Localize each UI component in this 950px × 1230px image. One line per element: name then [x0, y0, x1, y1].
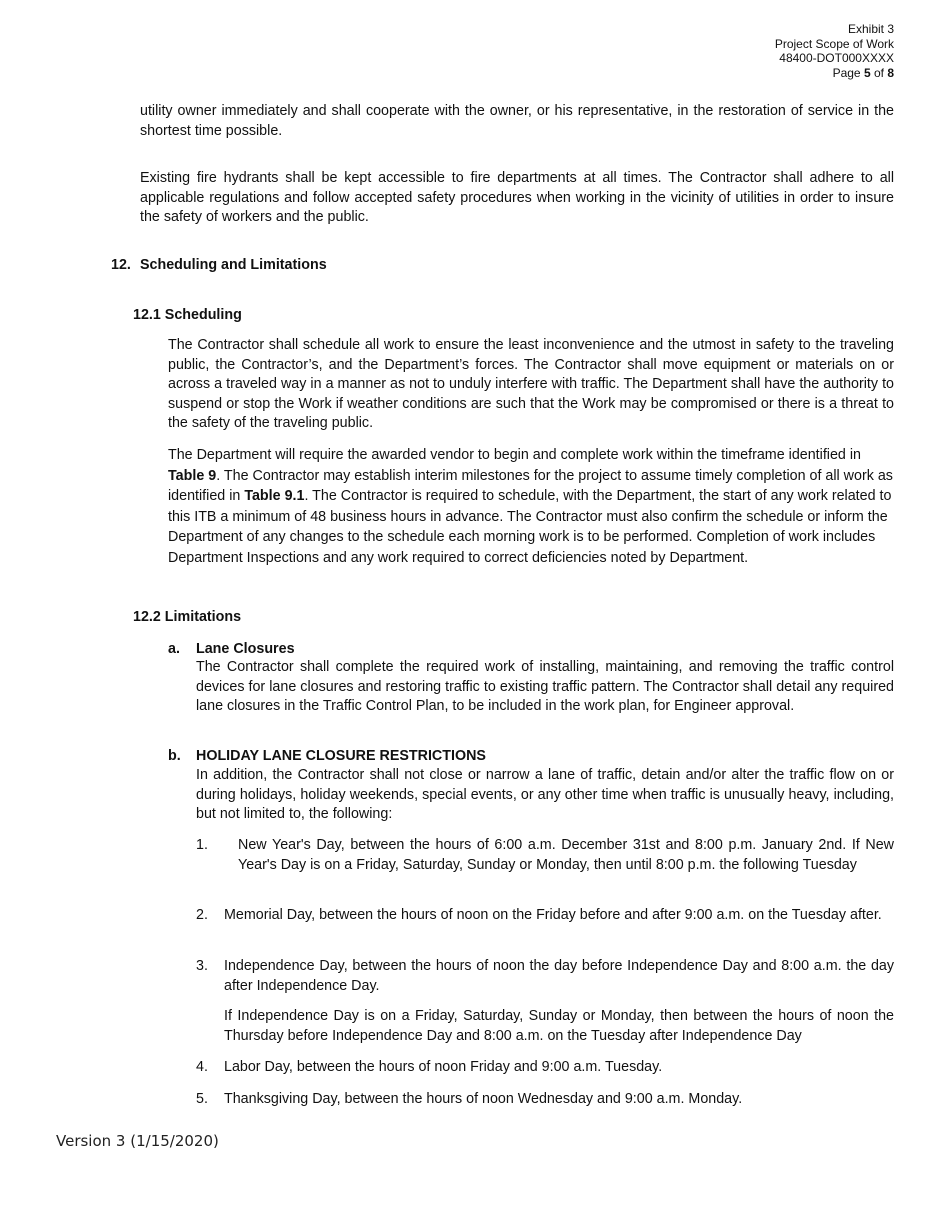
lane-closures-text: The Contractor shall complete the required work of installing, maintaining, and removing the traffic control devices for lane closures and restoring traffic to existing traffic pattern. The Contractor shall detail any required lane closures in the Traffic Control Plan, to be included in the work plan, for Engineer approval.	[196, 659, 894, 714]
list-item-number: 2.	[196, 907, 208, 923]
list-item-thanksgiving: Thanksgiving Day, between the hours of noon Wednesday and 9:00 a.m. Monday.	[224, 1091, 743, 1107]
version-footer: Version 3 (1/15/2020)	[56, 1132, 219, 1150]
section-12-title: Scheduling and Limitations	[140, 257, 327, 273]
list-item-number: 1.	[196, 837, 208, 853]
holiday-restrictions-title: HOLIDAY LANE CLOSURE RESTRICTIONS	[196, 748, 486, 764]
document-title: Project Scope of Work	[774, 36, 894, 51]
table-9-ref: Table 9	[168, 467, 217, 484]
exhibit-label: Exhibit 3	[847, 22, 894, 36]
table-9-1-ref: Table 9.1	[244, 488, 305, 505]
scheduling-paragraph-2: The Department will require the awarded vendor to begin and complete work within the timeframe identified in Table 9. The Contractor may establish interim milestones for the project to assume timely completion of all work as identified in Table 9.1. The Contractor is required to schedule, with the Department, the start of any work related to this ITB a minimum of 48 business hours in advance. The Contractor must also confirm the schedule or inform the Department of any changes to the schedule each morning work is to be performed. Completion of work includes Department Inspections and any work required to correct deficiencies noted by Department.	[168, 447, 893, 566]
list-item-memorial-day: Memorial Day, between the hours of noon on the Friday before and after 9:00 a.m. on the Tuesday after.	[224, 907, 882, 923]
section-12-1-heading: 12.1 Scheduling	[133, 307, 242, 323]
list-item-number: 5.	[196, 1091, 208, 1107]
holiday-restrictions-text: In addition, the Contractor shall not close or narrow a lane of traffic, detain and/or alter the traffic flow on or during holidays, holiday weekends, special events, or any other time when traffic is unusually heavy, including, but not limited to, the following:	[196, 767, 894, 822]
independence-day-note: If Independence Day is on a Friday, Saturday, Sunday or Monday, then between the hours of noon the Thursday before Independence Day and 8:00 a.m. on the Tuesday after Independence Day	[224, 1008, 894, 1044]
item-b-label: b.	[168, 748, 181, 764]
intro-paragraph-2: Existing fire hydrants shall be kept accessible to fire departments at all times. The Contractor shall adhere to all applicable regulations and follow accepted safety procedures when working in the vicinity of utilities in order to insure the safety of workers and the public.	[140, 170, 894, 225]
list-item-number: 3.	[196, 958, 208, 974]
scheduling-paragraph-1: The Contractor shall schedule all work to ensure the least inconvenience and the utmost in safety to the traveling public, the Contractor’s, and the Department’s forces. The Contractor shall move equipment or materials on or across a traveled way in a manner as not to unduly interfere with traffic. The Department shall have the authority to suspend or stop the Work if weather conditions are such that the Work may be compromised or there is a threat to the safety of the traveling public.	[168, 337, 894, 431]
intro-paragraph-1: utility owner immediately and shall cooperate with the owner, or his representative, in the restoration of service in the shortest time possible.	[140, 103, 894, 139]
list-item-new-years: New Year's Day, between the hours of 6:00 a.m. December 31st and 8:00 p.m. January 2nd. If New Year's Day is on a Friday, Saturday, Sunday or Monday, then until 8:00 p.m. the following Tuesday	[238, 837, 894, 873]
page-header	[775, 22, 894, 80]
section-12-2-heading: 12.2 Limitations	[133, 609, 242, 625]
list-item-independence-day: Independence Day, between the hours of noon the day before Independence Day and 8:00 a.m. the day after Independence Day.	[224, 958, 894, 994]
lane-closures-title: Lane Closures	[196, 641, 295, 657]
list-item-labor-day: Labor Day, between the hours of noon Friday and 9:00 a.m. Tuesday.	[224, 1059, 663, 1075]
document-number: 48400-DOT000XXXX	[779, 51, 894, 66]
page-number: Page 5 of 8	[832, 65, 894, 80]
section-12-number: 12.	[111, 257, 131, 273]
item-a-label: a.	[168, 641, 180, 657]
list-item-number: 4.	[196, 1059, 208, 1075]
